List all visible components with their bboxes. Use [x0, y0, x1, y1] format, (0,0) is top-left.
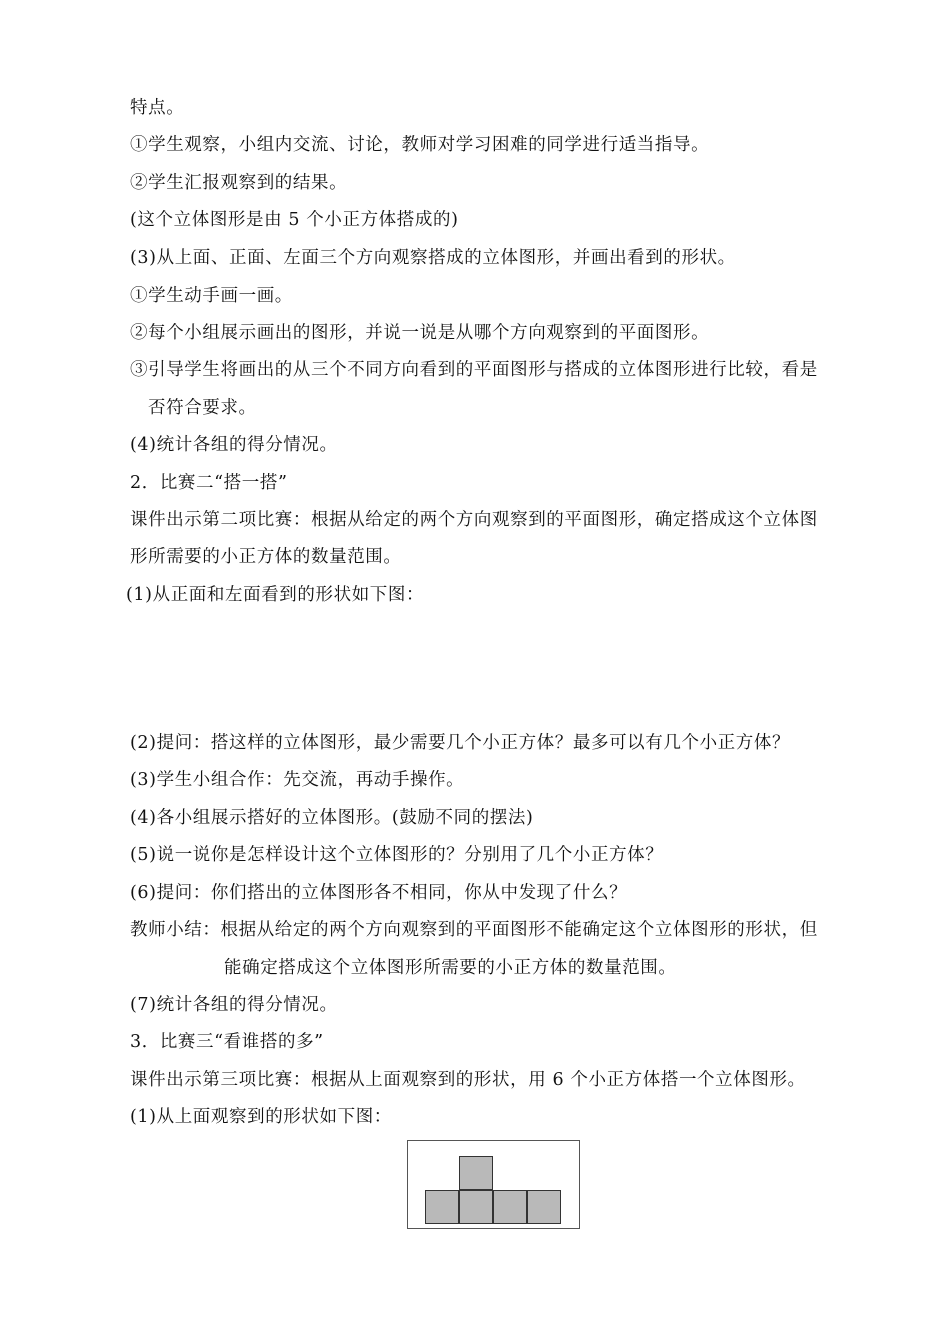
square-cell: [425, 1190, 459, 1224]
square-cell: [459, 1156, 493, 1190]
text-line: (5)说一说你是怎样设计这个立体图形的？分别用了几个小正方体？: [130, 845, 664, 865]
text-line: (这个立体图形是由 5 个小正方体搭成的): [130, 210, 459, 230]
text-line: (2)提问：搭这样的立体图形，最少需要几个小正方体？最多可以有几个小正方体？: [130, 733, 791, 753]
top-view-figure: [407, 1140, 580, 1229]
text-line: 否符合要求。: [148, 398, 257, 418]
text-line: ②学生汇报观察到的结果。: [130, 173, 348, 193]
text-line: 课件出示第二项比赛：根据从给定的两个方向观察到的平面图形，确定搭成这个立体图: [130, 510, 818, 530]
text-line: (4)各小组展示搭好的立体图形。(鼓励不同的摆法): [130, 808, 534, 828]
square-cell: [493, 1190, 527, 1224]
text-line: ②每个小组展示画出的图形，并说一说是从哪个方向观察到的平面图形。: [130, 323, 710, 343]
text-line: 特点。: [130, 98, 185, 118]
text-line: ③引导学生将画出的从三个不同方向看到的平面图形与搭成的立体图形进行比较，看是: [130, 360, 818, 380]
square-cell: [459, 1190, 493, 1224]
text-line: (7)统计各组的得分情况。: [130, 995, 338, 1015]
text-line: 教师小结：根据从给定的两个方向观察到的平面图形不能确定这个立体图形的形状，但: [130, 920, 818, 940]
text-line: 能确定搭成这个立体图形所需要的小正方体的数量范围。: [224, 958, 677, 978]
text-line: (3)学生小组合作：先交流，再动手操作。: [130, 770, 465, 790]
text-line: 形所需要的小正方体的数量范围。: [130, 547, 402, 567]
text-line: (1)从正面和左面看到的形状如下图：: [126, 585, 425, 605]
section-heading: 2．比赛二“搭一搭”: [130, 473, 288, 493]
text-line: (3)从上面、正面、左面三个方向观察搭成的立体图形，并画出看到的形状。: [130, 248, 736, 268]
text-line: (4)统计各组的得分情况。: [130, 435, 338, 455]
text-line: ①学生动手画一画。: [130, 286, 293, 306]
text-line: 课件出示第三项比赛：根据从上面观察到的形状，用 6 个小正方体搭一个立体图形。: [130, 1070, 806, 1090]
square-cell: [527, 1190, 561, 1224]
text-line: (6)提问：你们搭出的立体图形各不相同，你从中发现了什么？: [130, 883, 628, 903]
text-line: ①学生观察，小组内交流、讨论，教师对学习困难的同学进行适当指导。: [130, 135, 710, 155]
text-line: (1)从上面观察到的形状如下图：: [130, 1107, 392, 1127]
section-heading: 3．比赛三“看谁搭的多”: [130, 1032, 324, 1052]
